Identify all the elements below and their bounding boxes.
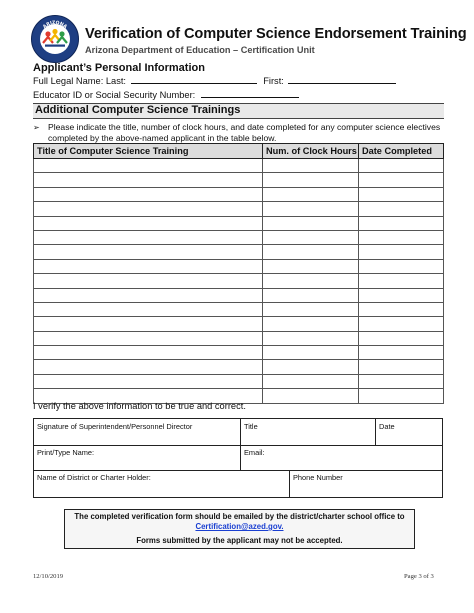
- last-name-label: Full Legal Name: Last:: [33, 76, 127, 86]
- footer-date: 12/10/2019: [33, 573, 64, 580]
- table-row: [34, 202, 444, 216]
- arrow-bullet-icon: ➢: [33, 123, 40, 132]
- date-completed-cell[interactable]: [359, 245, 444, 259]
- table-row: [34, 374, 444, 388]
- trainings-body: [34, 159, 444, 404]
- training-title-cell[interactable]: [34, 230, 263, 244]
- date-completed-cell[interactable]: [359, 288, 444, 302]
- date-completed-cell[interactable]: [359, 230, 444, 244]
- clock-hours-cell[interactable]: [263, 173, 359, 187]
- phone-label: Phone Number: [293, 473, 343, 482]
- col-header-hours: Num. of Clock Hours: [263, 144, 359, 159]
- clock-hours-cell[interactable]: [263, 245, 359, 259]
- personal-info-heading: Applicant’s Personal Information: [33, 62, 205, 74]
- trainings-section-bar: [33, 103, 444, 119]
- training-title-cell[interactable]: [34, 245, 263, 259]
- table-row: [34, 159, 444, 173]
- table-row: [34, 216, 444, 230]
- date-completed-cell[interactable]: [359, 159, 444, 173]
- clock-hours-cell[interactable]: [263, 216, 359, 230]
- training-title-cell[interactable]: [34, 259, 263, 273]
- sig-divider: [289, 470, 290, 497]
- educator-id-row: [33, 88, 299, 100]
- signature-block: [33, 418, 443, 498]
- training-title-cell[interactable]: [34, 187, 263, 201]
- date-completed-cell[interactable]: [359, 259, 444, 273]
- clock-hours-cell[interactable]: [263, 346, 359, 360]
- form-title: Verification of Computer Science Endorsement Training: [85, 26, 467, 42]
- training-title-cell[interactable]: [34, 331, 263, 345]
- date-completed-cell[interactable]: [359, 360, 444, 374]
- first-name-field[interactable]: [288, 74, 396, 84]
- date-completed-cell[interactable]: [359, 302, 444, 316]
- verify-statement: I verify the above information to be true and correct.: [33, 401, 246, 411]
- district-label: Name of District or Charter Holder:: [37, 473, 151, 482]
- date-completed-cell[interactable]: [359, 317, 444, 331]
- sig-divider: [34, 470, 442, 471]
- training-title-cell[interactable]: [34, 202, 263, 216]
- training-title-cell[interactable]: [34, 302, 263, 316]
- table-row: [34, 346, 444, 360]
- footer-page-number: Page 3 of 3: [404, 573, 434, 580]
- table-row: [34, 331, 444, 345]
- logo-lettering: ARIZONA: [42, 20, 68, 30]
- date-completed-cell[interactable]: [359, 374, 444, 388]
- date-completed-cell[interactable]: [359, 331, 444, 345]
- notice-line-1: The completed verification form should be emailed by the district/charter school office to: [74, 512, 405, 521]
- clock-hours-cell[interactable]: [263, 159, 359, 173]
- clock-hours-cell[interactable]: [263, 187, 359, 201]
- print-name-label: Print/Type Name:: [37, 448, 95, 457]
- clock-hours-cell[interactable]: [263, 331, 359, 345]
- signature-label: Signature of Superintendent/Personnel Director: [37, 422, 193, 431]
- last-name-field[interactable]: [131, 74, 257, 84]
- table-row: [34, 302, 444, 316]
- training-title-cell[interactable]: [34, 288, 263, 302]
- trainings-table: [33, 143, 444, 404]
- title-label: Title: [244, 422, 258, 431]
- training-title-cell[interactable]: [34, 173, 263, 187]
- clock-hours-cell[interactable]: [263, 230, 359, 244]
- clock-hours-cell[interactable]: [263, 288, 359, 302]
- table-row: [34, 288, 444, 302]
- trainings-heading: Additional Computer Science Trainings: [35, 104, 241, 116]
- table-row: [34, 259, 444, 273]
- clock-hours-cell[interactable]: [263, 259, 359, 273]
- date-completed-cell[interactable]: [359, 173, 444, 187]
- certification-email-link[interactable]: Certification@azed.gov.: [195, 522, 284, 531]
- clock-hours-cell[interactable]: [263, 374, 359, 388]
- submission-notice: [64, 509, 415, 549]
- training-title-cell[interactable]: [34, 216, 263, 230]
- clock-hours-cell[interactable]: [263, 274, 359, 288]
- table-row: [34, 274, 444, 288]
- training-title-cell[interactable]: [34, 360, 263, 374]
- date-completed-cell[interactable]: [359, 346, 444, 360]
- clock-hours-cell[interactable]: [263, 389, 359, 403]
- notice-warning: Forms submitted by the applicant may not be accepted.: [136, 536, 343, 545]
- form-subtitle: Arizona Department of Education – Certification Unit: [85, 45, 315, 55]
- sig-divider: [240, 419, 241, 470]
- table-row: [34, 230, 444, 244]
- table-row: [34, 317, 444, 331]
- full-name-row: [33, 74, 396, 86]
- table-row: [34, 187, 444, 201]
- educator-id-field[interactable]: [201, 88, 299, 98]
- training-title-cell[interactable]: [34, 346, 263, 360]
- clock-hours-cell[interactable]: [263, 202, 359, 216]
- table-row: [34, 173, 444, 187]
- ade-seal-logo: [31, 15, 79, 63]
- training-title-cell[interactable]: [34, 159, 263, 173]
- clock-hours-cell[interactable]: [263, 360, 359, 374]
- instruction-text: Please indicate the title, number of clock hours, and date completed for any computer science electives completed by the above-named applicant in the table below.: [48, 122, 441, 143]
- sig-divider: [34, 445, 442, 446]
- col-header-date: Date Completed: [359, 144, 444, 159]
- clock-hours-cell[interactable]: [263, 302, 359, 316]
- training-title-cell[interactable]: [34, 317, 263, 331]
- educator-id-label: Educator ID or Social Security Number:: [33, 90, 196, 100]
- date-completed-cell[interactable]: [359, 389, 444, 403]
- trainings-header-row: [34, 144, 444, 159]
- date-label: Date: [379, 422, 395, 431]
- date-completed-cell[interactable]: [359, 216, 444, 230]
- date-completed-cell[interactable]: [359, 187, 444, 201]
- training-title-cell[interactable]: [34, 374, 263, 388]
- table-row: [34, 360, 444, 374]
- table-row: [34, 245, 444, 259]
- first-name-label: First:: [263, 76, 284, 86]
- email-label: Email:: [244, 448, 265, 457]
- col-header-title: Title of Computer Science Training: [34, 144, 263, 159]
- date-completed-cell[interactable]: [359, 202, 444, 216]
- training-title-cell[interactable]: [34, 274, 263, 288]
- sig-divider: [375, 419, 376, 445]
- date-completed-cell[interactable]: [359, 274, 444, 288]
- clock-hours-cell[interactable]: [263, 317, 359, 331]
